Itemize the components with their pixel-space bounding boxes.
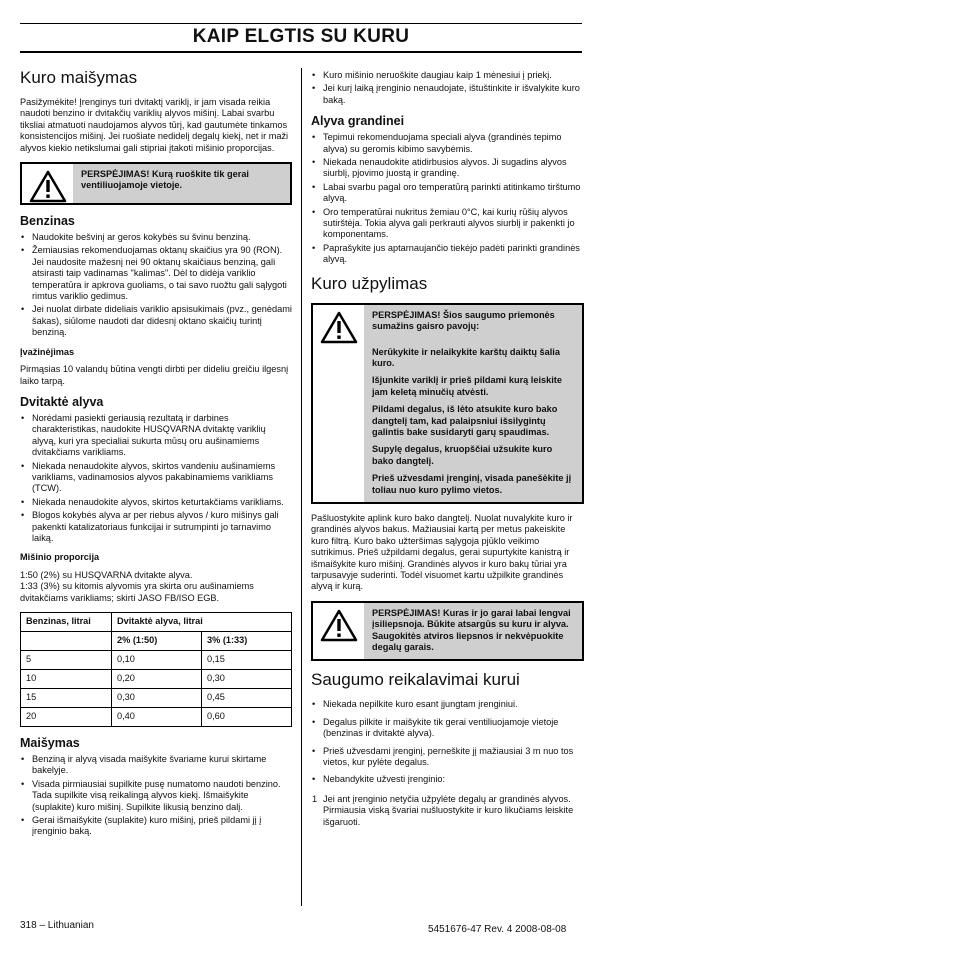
table-header-2pct: 2% (1:50): [112, 632, 202, 651]
list-item: • Benziną ir alyvą visada maišykite švariame kurui skirtame bakelyje.: [20, 754, 292, 777]
maisymas-list: [20, 754, 292, 838]
page-number: 318 – Lithuanian: [20, 920, 94, 931]
document-revision: 5451676-47 Rev. 4 2008-08-08: [428, 924, 567, 935]
numbered-list-item: [311, 794, 584, 828]
list-item: • Jei kurį laiką įrenginio nenaudojate, ištuštinkite ir išvalykite kuro baką.: [311, 83, 584, 106]
table-cell: 0,40: [112, 708, 202, 727]
warning-text: PERSPĖJIMAS! Šios saugumo priemonės sumažins gaisro pavojų:: [372, 309, 555, 332]
saugumo-list: [311, 699, 584, 785]
section-heading-kuro-uzpylimas: Kuro užpylimas: [311, 273, 428, 293]
section-heading-dvitakte-alyva: Dvitaktė alyva: [20, 394, 104, 409]
list-item: • Nebandykite užvesti įrenginio:: [311, 774, 584, 785]
list-item: • Niekada nenaudokite alyvos, skirtos keturtakčiams varikliams.: [20, 497, 292, 508]
table-cell: 0,45: [202, 689, 292, 708]
ivazinejimas-paragraph: Pirmąsias 10 valandų būtina vengti dirbti per dideliu greičiu ilgesnį laiko tarpą.: [20, 364, 289, 386]
subheading-misinio-proporcija: Mišinio proporcija: [20, 552, 100, 563]
list-item-text: Jei ant įrenginio netyčia užpylėte degalų ar grandinės alyvos. Pirmiausia viską švariai nušluostykite ir kuro likučiams leiskite išgaruoti.: [323, 793, 574, 827]
dvitakte-list: [20, 413, 292, 544]
table-cell: 20: [21, 708, 112, 727]
table-header-alyva: Dvitaktė alyva, litrai: [112, 613, 292, 632]
table-header-empty: [21, 632, 112, 651]
list-item: • Prieš užvesdami įrenginį, perneškite jį mažiausiai 3 m nuo tos vietos, kur pylėte degalus.: [311, 746, 584, 769]
table-cell: 0,10: [112, 651, 202, 670]
mixing-continued-list: [311, 70, 584, 106]
subheading-ivazinejimas: Įvažinėjimas: [20, 346, 75, 357]
warning-triangle-icon: [313, 305, 364, 502]
list-item: • Oro temperatūrai nukritus žemiau 0°C, kai kurių rūšių alyvos sutirštėja. Tokia alyva gali perkrauti alyvos siurblį ir pakenkti jo komponentams.: [311, 207, 584, 241]
left-column: [20, 68, 292, 846]
list-number: 1: [312, 793, 318, 804]
right-column: [311, 70, 584, 836]
table-cell: 0,60: [202, 708, 292, 727]
table-header-3pct: 3% (1:33): [202, 632, 292, 651]
benzinas-list: [20, 232, 292, 339]
proportion-line-1: 1:50 (2%) su HUSQVARNA dvitakte alyva.: [20, 569, 193, 580]
list-item: • Žemiausias rekomenduojamas oktanų skaičius yra 90 (RON). Jei naudosite mažesnį nei 90 oktanų skaičiaus benziną, gali atsirasti taip vadinamas "kalimas". Dėl to didėja variklio temperatūra ir apkrova guoliams, o tai savo ruožtu gali sąlygoti rimtus variklio gedimus.: [20, 245, 292, 302]
list-item: • Blogos kokybės alyva ar per riebus alyvos / kuro mišinys gali pakenkti katalizatoriaus funkcijai ir sutrumpinti jo tarnavimo laiką.: [20, 510, 292, 544]
section-heading-benzinas: Benzinas: [20, 214, 75, 229]
list-item: • Gerai išmaišykite (suplakite) kuro mišinį, prieš pildami jį į įrenginio baką.: [20, 815, 292, 838]
table-row: [21, 708, 292, 727]
list-item: • Norėdami pasiekti geriausią rezultatą ir darbines charakteristikas, naudokite HUSQVARNA dvitaktę variklių alyvą, kuri yra specialiai sukurta mūsų oru aušinamiems dvitakčiams varikliams.: [20, 413, 292, 459]
section-heading-maisymas: Maišymas: [20, 736, 80, 750]
table-row: [21, 670, 292, 689]
warning-triangle-icon: [313, 603, 364, 660]
table-row: [21, 651, 292, 670]
mix-ratio-table: [20, 612, 292, 727]
table-cell: 0,30: [112, 689, 202, 708]
warning-text: PERSPĖJIMAS! Kuras ir jo garai labai lengvai įsiliepsnoja. Būkite atsargūs su kuru ir alyva. Saugokitės atviros liepsnos ir nekvėpuokite degalų garais.: [372, 607, 571, 653]
alyva-list: [311, 132, 584, 265]
section-heading-kuro-maisymas: Kuro maišymas: [20, 68, 138, 87]
table-row: [21, 689, 292, 708]
warning-text: Išjunkite variklį ir prieš pildami kurą leiskite jam keletą minučių atvėsti.: [372, 375, 562, 397]
warning-box-ventilation: [20, 162, 292, 205]
table-cell: 5: [21, 651, 112, 670]
warning-text: Prieš užvesdami įrenginį, visada panešėkite jį toliau nuo kuro pylimo vietos.: [372, 473, 572, 495]
list-item: • Niekada nenaudokite alyvos, skirtos vandeniu aušinamiems varikliams, vadinamosios alyvos pakabinamiems varikliams (TCW).: [20, 461, 292, 495]
warning-text: Nerūkykite ir nelaikykite karštų daiktų šalia kuro.: [372, 346, 560, 368]
header-bottom-rule: [20, 51, 582, 53]
warning-text: Pildami degalus, iš lėto atsukite kuro bako dangtelį tam, kad palaipsniui išsilygintų galintis bake susidaryti garų spaudimas.: [372, 404, 558, 437]
saugumo-numbered-list: [311, 794, 584, 828]
list-item: • Degalus pilkite ir maišykite tik gerai ventiliuojamoje vietoje (benzinas ir dvitaktė alyva).: [311, 717, 584, 740]
warning-text: Supylę degalus, kruopščiai užsukite kuro bako dangtelį.: [372, 444, 553, 466]
table-cell: 0,30: [202, 670, 292, 689]
list-item: • Niekada nenaudokite atidirbusios alyvos. Ji sugadins alyvos siurblį, pjovimo juostą ir grandinę.: [311, 157, 584, 180]
warning-text: PERSPĖJIMAS! Kurą ruoškite tik gerai ventiliuojamoje vietoje.: [81, 169, 249, 191]
list-item: • Tepimui rekomenduojama speciali alyva (grandinės tepimo alyva) su geromis kibimo savybėmis.: [311, 132, 584, 155]
list-item: • Naudokite bešvinį ar geros kokybės su švinu benziną.: [20, 232, 292, 243]
warning-box-flammable: [311, 601, 584, 662]
table-cell: 10: [21, 670, 112, 689]
intro-paragraph: Pasižymėkite! Įrenginys turi dvitaktį variklį, ir jam visada reikia naudoti benzino ir dvitakčių variklių alyvos mišinį. Labai svarbu tiksliai atmatuoti naudojamos alyvos tūrį, kad gautumėte tinkamos konsistencijos mišinį. Jei ruošiate nedidelį degalų kiekį, net ir maži alyvos kiekio netikslumai gali stipriai įtakoti mišinio proporcijas.: [20, 97, 289, 153]
column-divider: [301, 68, 302, 906]
list-item: • Kuro mišinio neruoškite daugiau kaip 1 mėnesiui į priekį.: [311, 70, 584, 81]
warning-box-fire-risk: [311, 303, 584, 504]
page-title: KAIP ELGTIS SU KURU: [192, 26, 410, 47]
table-cell: 0,15: [202, 651, 292, 670]
list-item: • Labai svarbu pagal oro temperatūrą parinkti atitinkamo tirštumo alyvą.: [311, 182, 584, 205]
uzpylimas-paragraph: Pašluostykite aplink kuro bako dangtelį. Nuolat nuvalykite kuro ir grandinės alyvos bakus. Mažiausiai kartą per metus pakeiskite kuro filtrą. Kuro bako užteršimas sąlygoja pjūklo veikimo sutrikimus. Prieš užpildami degalus, gerai supurtykite kanistrą ir išmaišykite kuro mišinį. Grandinės alyvos ir kuro bakų tūriai yra tarpusavyje suderinti. Todėl visuomet kartu užpilkite grandinės alyvą ir kurą.: [311, 512, 573, 592]
warning-triangle-icon: [22, 164, 73, 203]
list-item: • Visada pirmiausiai supilkite pusę numatomo naudoti benzino. Tada supilkite visą reikalingą alyvos kiekį. Išmaišykite (suplakite) kuro mišinį. Supilkite likusią benzino dalį.: [20, 779, 292, 813]
table-header-benzinas: Benzinas, litrai: [21, 613, 112, 632]
section-heading-saugumo-reikalavimai: Saugumo reikalavimai kurui: [311, 670, 520, 690]
proportion-line-2: 1:33 (3%) su kitomis alyvomis yra skirta oru aušinamiems dvitakčiams varikliams; skirti JASO FB/ISO EGB.: [20, 581, 254, 603]
list-item: • Jei nuolat dirbate dideliais variklio apsisukimais (pvz., genėdami šakas), siūlome naudoti dar didesnį oktano skaičių turintį benziną.: [20, 304, 292, 338]
section-heading-alyva-grandinei: Alyva grandinei: [311, 114, 405, 129]
table-cell: 0,20: [112, 670, 202, 689]
header-top-rule: [20, 23, 582, 24]
list-item: • Paprašykite jus aptarnaujančio tiekėjo padėti parinkti grandinės alyvą.: [311, 243, 584, 266]
list-item: • Niekada nepilkite kuro esant įjungtam įrenginiui.: [311, 699, 584, 710]
table-cell: 15: [21, 689, 112, 708]
